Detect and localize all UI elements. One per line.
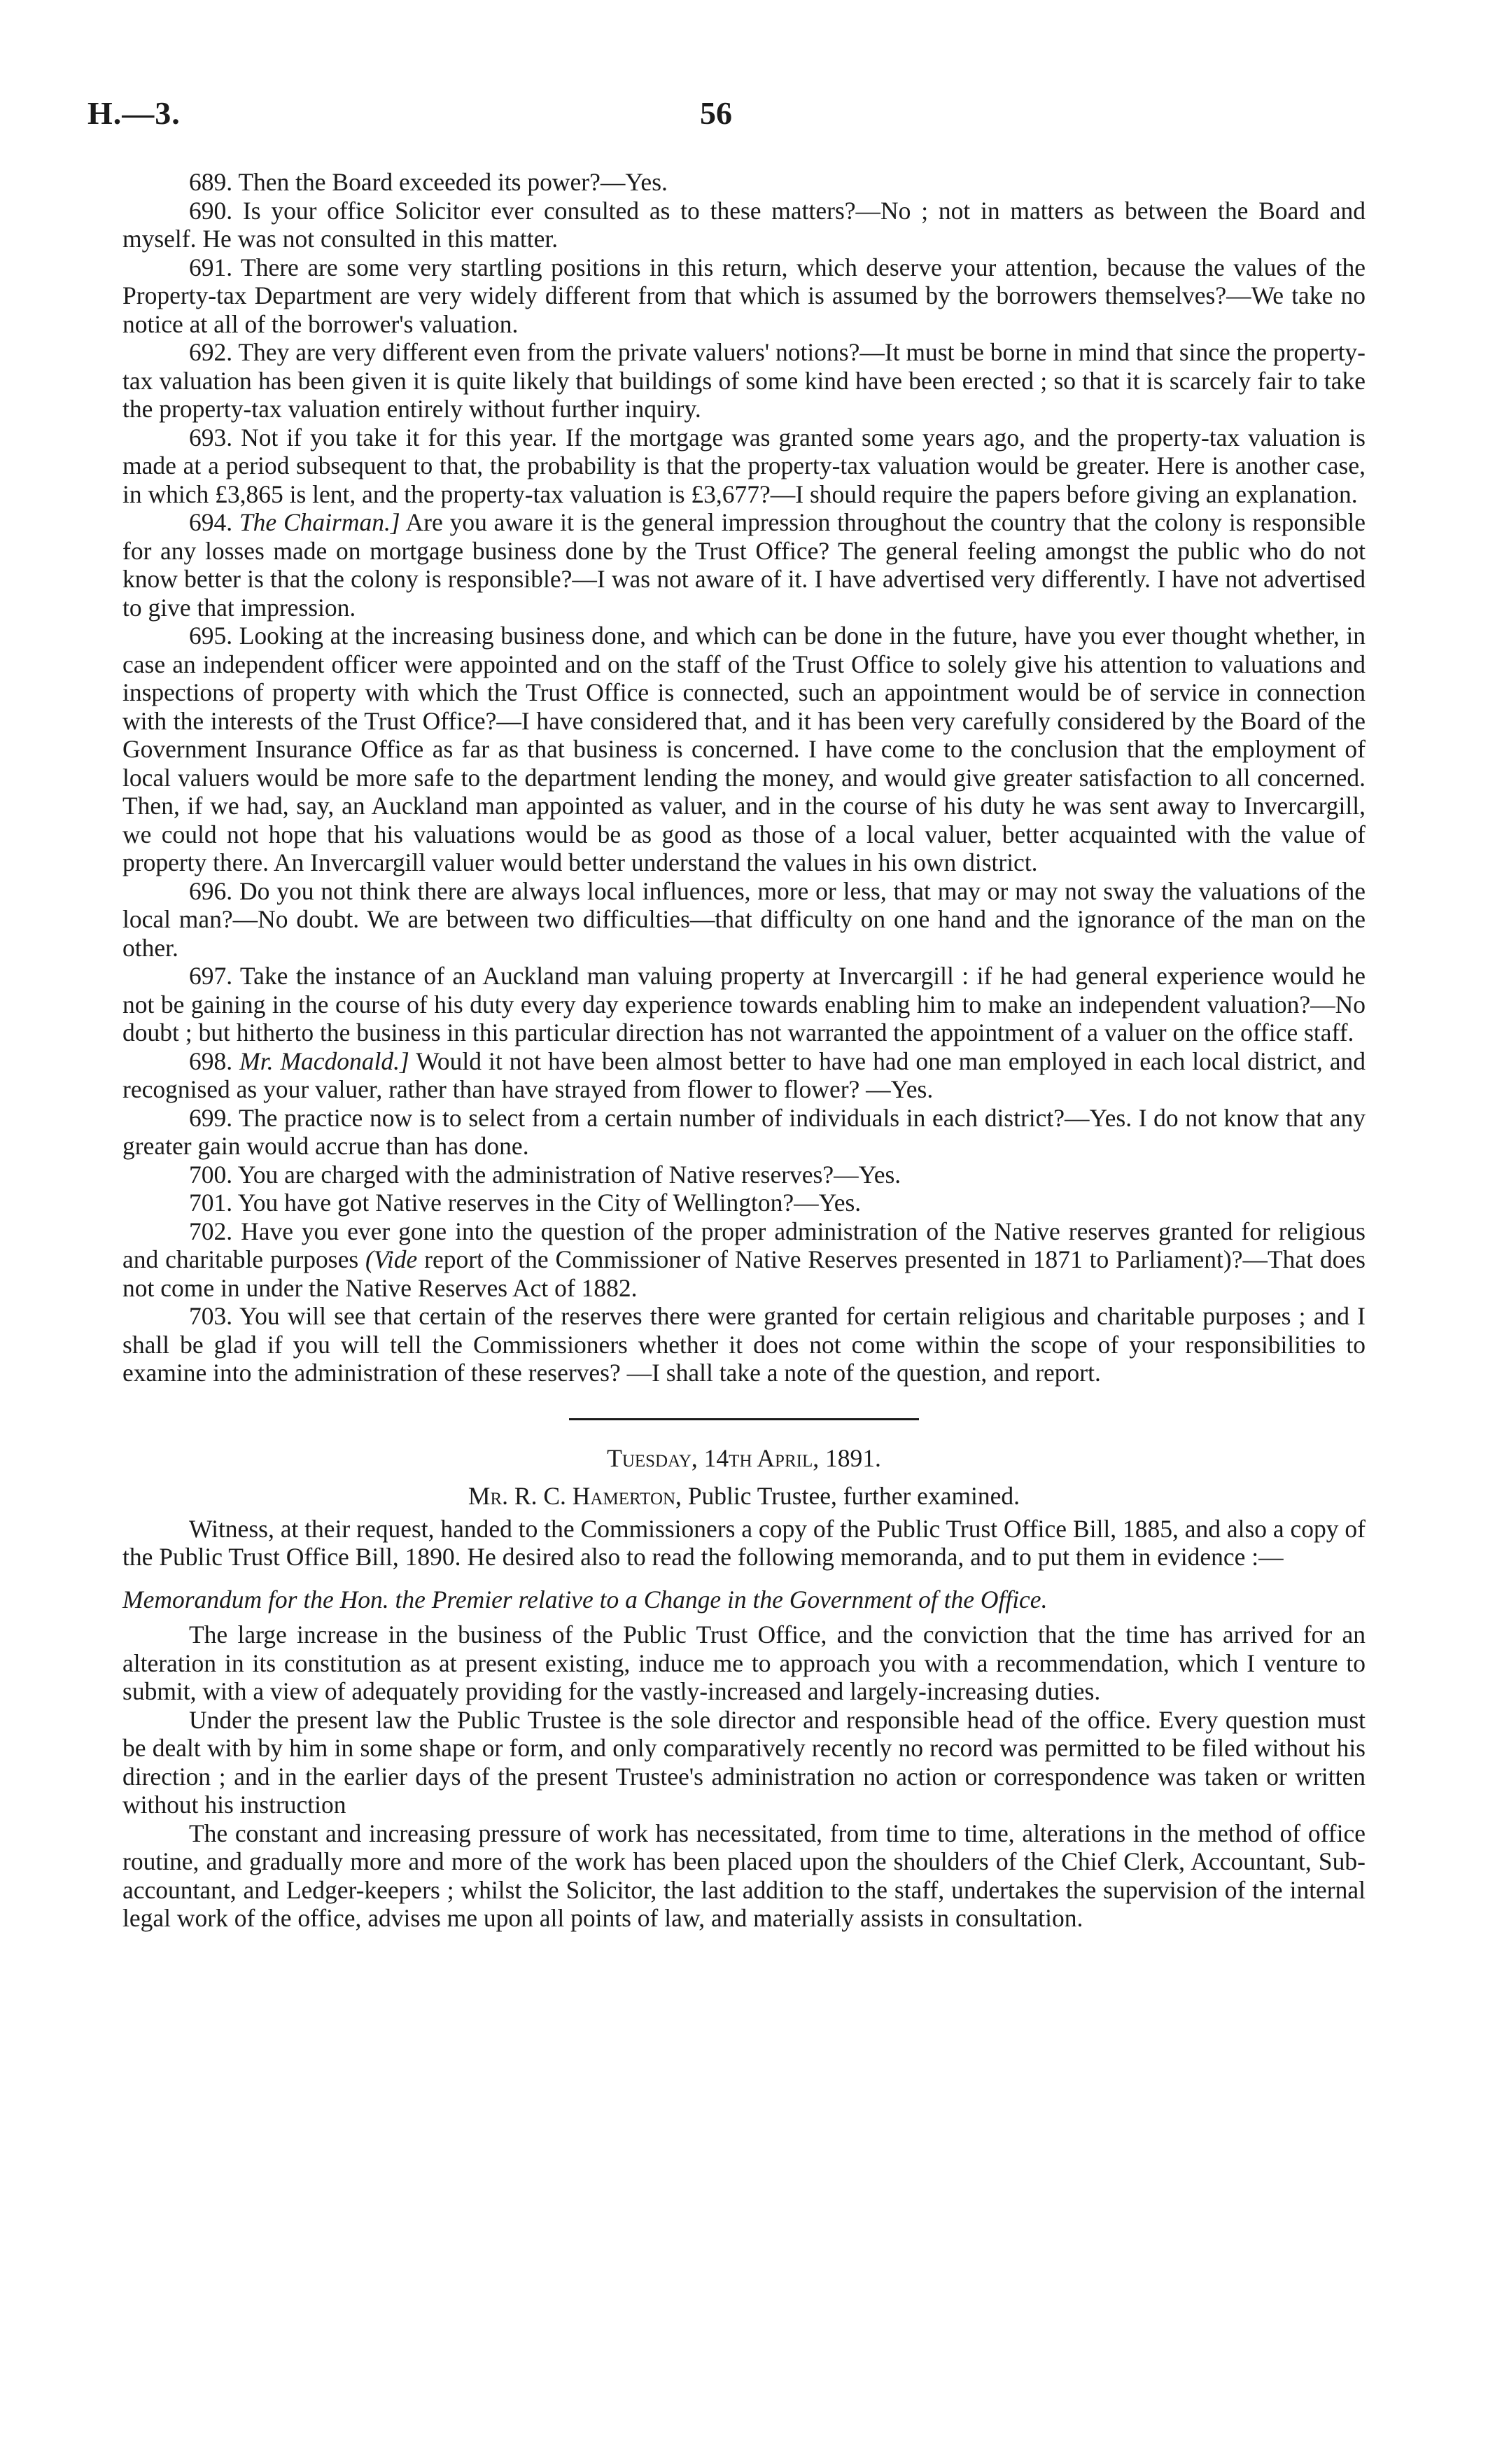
qa-text: There are some very startling positions in this return, which deserve your attention, because the values of the Property-tax Department are very widely different from that which is assumed by the borrowers themselves?—We take no notice at all of the borrower's valuation.	[122, 253, 1366, 338]
question-number: 689.	[189, 168, 233, 196]
qa-paragraph-689	[122, 168, 1366, 197]
qa-paragraph-696	[122, 877, 1366, 962]
qa-paragraph-698	[122, 1047, 1366, 1104]
qa-paragraph-699	[122, 1104, 1366, 1161]
qa-paragraph-701	[122, 1189, 1366, 1217]
qa-paragraph-697	[122, 962, 1366, 1047]
qa-text: The practice now is to select from a certain number of individuals in each district?—Yes. I do not know that any greater gain would accrue than has done.	[122, 1103, 1366, 1160]
qa-text: Have you ever gone into the question of the proper administration of the Native reserves granted for religious and charitable purposes	[122, 1217, 1366, 1273]
witness-name: Mr. R. C. Hamerton,	[468, 1482, 682, 1510]
qa-text: You will see that certain of the reserves there were granted for certain religious and charitable purposes ; and I shall be glad if you will tell the Commissioners whether it does not come within the scope of your responsibilities to examine into the administration of these reserves? —I shall take a note of the question, and report.	[122, 1302, 1366, 1387]
qa-paragraph-690	[122, 197, 1366, 253]
qa-paragraph-693	[122, 424, 1366, 509]
speaker-name: The Chairman.]	[239, 508, 400, 536]
document-reference: H.—3.	[87, 95, 181, 131]
qa-paragraph-695	[122, 622, 1366, 877]
memorandum-paragraph: The constant and increasing pressure of work has necessitated, from time to time, alterations in the method of office routine, and gradually more and more of the work has been placed upon the shoulders of the Chief Clerk, Accountant, Sub-accountant, and Ledger-keepers ; whilst the Solicitor, the last addition to the staff, undertakes the supervision of the internal legal work of the office, advises me upon all points of law, and materially assists in consultation.	[122, 1819, 1366, 1932]
qa-text: Is your office Solicitor ever consulted as to these matters?—No ; not in matters as between the Board and myself. He was not consulted in this matter.	[122, 196, 1366, 253]
witness-heading	[122, 1482, 1366, 1511]
question-number: 699.	[189, 1103, 233, 1132]
qa-paragraph-703	[122, 1302, 1366, 1387]
question-number: 697.	[189, 962, 233, 990]
document-body	[122, 168, 1366, 1933]
question-number: 703.	[189, 1302, 233, 1330]
qa-text: Then the Board exceeded its power?—Yes.	[238, 168, 668, 196]
question-number: 693.	[189, 423, 233, 451]
memorandum-paragraph: Under the present law the Public Trustee is the sole director and responsible head of the office. Every question must be dealt with by him in some shape or form, and only comparatively recently no record was permitted to be filed without his direction ; and in the earlier days of the present Trustee's administration no action or correspondence was taken or written without his instruction	[122, 1705, 1366, 1819]
qa-paragraph-694	[122, 508, 1366, 622]
section-divider	[569, 1418, 919, 1420]
page-number: 56	[700, 95, 732, 131]
question-number: 701.	[189, 1189, 233, 1217]
qa-paragraph-700	[122, 1161, 1366, 1189]
memorandum-paragraph: The large increase in the business of the Public Trust Office, and the conviction that the time has arrived for an alteration in its constitution as at present existing, induce me to approach you with a recommendation, which I venture to submit, with a view of adequately providing for the vastly-increased and largely-increasing duties.	[122, 1620, 1366, 1705]
speaker-name: Mr. Macdonald.]	[239, 1046, 409, 1075]
qa-paragraph-692	[122, 338, 1366, 424]
qa-text-continued: report of the Commissioner of Native Reserves presented in 1871 to Parliament)?—That does not come in under the Native Reserves Act of 1882.	[122, 1245, 1366, 1302]
qa-text: They are very different even from the private valuers' notions?—It must be borne in mind that since the property-tax valuation has been given it is quite likely that buildings of some kind have been erected ; so that it is scarcely fair to take the property-tax valuation entirely without further inquiry.	[122, 338, 1366, 423]
italic-reference: (Vide	[365, 1245, 418, 1273]
qa-text: Would it not have been almost better to have had one man employed in each local district, and recognised as your valuer, rather than have strayed from flower to flower? —Yes.	[122, 1046, 1366, 1103]
question-number: 702.	[189, 1217, 233, 1245]
qa-text: Take the instance of an Auckland man valuing property at Invercargill : if he had general experience would he not be gaining in the course of his duty every day experience towards enabling him to make an independent valuation?—No doubt ; but hitherto the business in this particular direction has not warranted the appointment of a valuer on the office staff.	[122, 962, 1366, 1046]
qa-paragraph-691	[122, 253, 1366, 339]
question-number: 696.	[189, 876, 233, 905]
question-number: 695.	[189, 622, 233, 650]
question-number: 694.	[189, 508, 233, 536]
qa-paragraph-702	[122, 1217, 1366, 1303]
witness-role: Public Trustee, further examined.	[687, 1482, 1020, 1510]
question-number: 690.	[189, 196, 233, 225]
question-number: 698.	[189, 1046, 233, 1075]
qa-text: Looking at the increasing business done, and which can be done in the future, have you ever thought whether, in case an independent officer were appointed and on the staff of the Trust Office to solely give his attention to valuations and inspections of property with which the Trust Office is connected, such an appointment would be of service in connection with the interests of the Trust Office?—I have considered that, and it has been very carefully considered by the Board of the Government Insurance Office as far as that business is concerned. I have come to the conclusion that the employment of local valuers would be more safe to the department lending the money, and would give greater satisfaction to all concerned. Then, if we had, say, an Auckland man appointed as valuer, and in the course of his duty he was sent away to Invercargill, we could not hope that his valuations would be as good as those of a local valuer, better acquainted with the value of property there. An Invercargill valuer would better understand the values in his own district.	[122, 622, 1366, 876]
qa-text: Not if you take it for this year. If the mortgage was granted some years ago, and the property-tax valuation is made at a period subsequent to that, the probability is that the property-tax valuation would be greater. Here is another case, in which £3,865 is lent, and the property-tax valuation is £3,677?—I should require the papers before giving an explanation.	[122, 423, 1366, 508]
qa-text: You are charged with the administration of Native reserves?—Yes.	[237, 1160, 901, 1189]
question-number: 691.	[189, 253, 233, 281]
witness-intro: Witness, at their request, handed to the Commissioners a copy of the Public Trust Office Bill, 1885, and also a copy of the Public Trust Office Bill, 1890. He desired also to read the following memoranda, and to put them in evidence :—	[122, 1514, 1366, 1571]
question-number: 700.	[189, 1160, 233, 1189]
memorandum-title: Memorandum for the Hon. the Premier relative to a Change in the Government of the Office.	[122, 1585, 1048, 1614]
question-number: 692.	[189, 338, 233, 366]
qa-text: You have got Native reserves in the City of Wellington?—Yes.	[237, 1189, 862, 1217]
qa-text: Do you not think there are always local influences, more or less, that may or may not sway the valuations of the local man?—No doubt. We are between two difficulties—that difficulty on one hand and the ignorance of the man on the other.	[122, 876, 1366, 962]
session-date: Tuesday, 14th April, 1891.	[607, 1443, 881, 1472]
qa-text: Are you aware it is the general impression throughout the country that the colony is responsible for any losses made on mortgage business done by the Trust Office? The general feeling amongst the public who do not know better is that the colony is responsible?—I was not aware of it. I have advertised very differently. I have not advertised to give that impression.	[122, 508, 1366, 622]
